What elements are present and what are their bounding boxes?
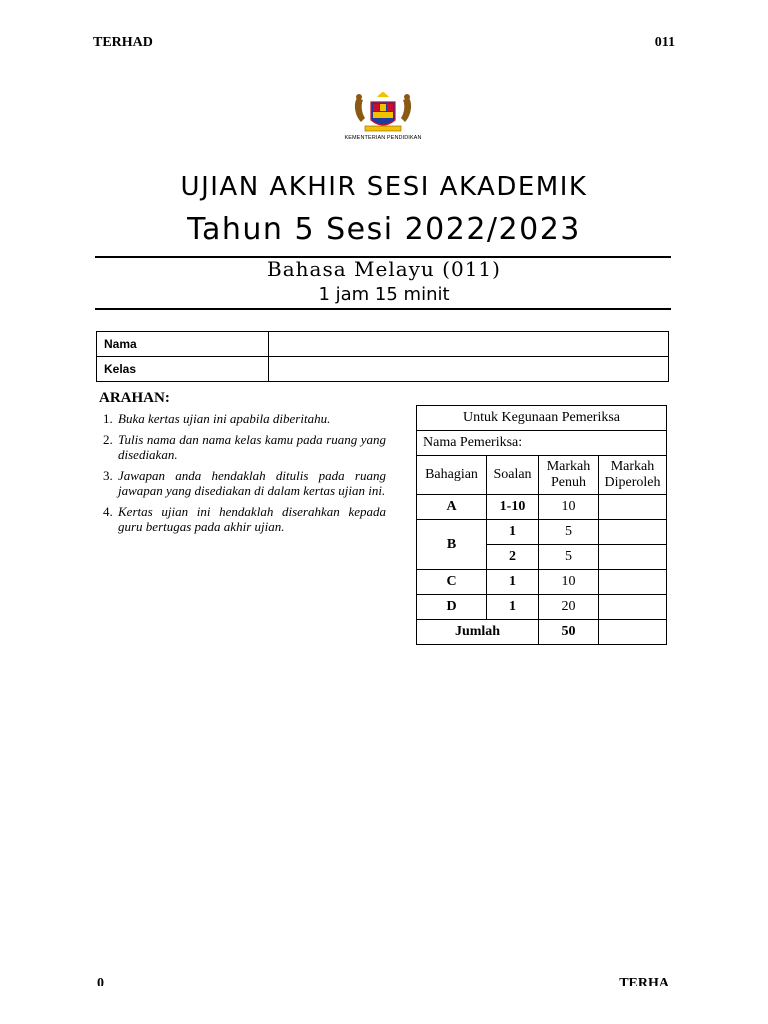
class-field[interactable] — [269, 357, 669, 382]
header-section: Bahagian — [417, 456, 487, 495]
divider-bottom — [95, 308, 671, 310]
crest-caption: KEMENTERIAN PENDIDIKAN — [344, 135, 422, 141]
full-mark-cell: 5 — [539, 545, 599, 570]
examiner-table — [416, 405, 667, 645]
obtained-mark-cell[interactable] — [599, 545, 667, 570]
header-full-mark: Markah Penuh — [539, 456, 599, 495]
student-identity-table — [96, 331, 669, 382]
exam-duration: 1 jam 15 minit — [318, 284, 450, 305]
obtained-mark-cell[interactable] — [599, 570, 667, 595]
examiner-table-title: Untuk Kegunaan Pemeriksa — [417, 406, 667, 431]
ministry-crest — [340, 88, 426, 148]
coat-of-arms-icon — [351, 88, 415, 134]
table-row — [417, 570, 667, 595]
instruction-item: 1. Buka kertas ujian ini apabila diberitahu. — [103, 411, 331, 426]
section-cell: C — [417, 570, 487, 595]
question-cell: 1-10 — [487, 495, 539, 520]
section-cell: B — [417, 520, 487, 570]
section-cell: D — [417, 595, 487, 620]
header-code: 011 — [654, 35, 675, 50]
exam-title: UJIAN AKHIR SESI AKADEMIK — [180, 172, 588, 202]
instruction-item: 4. Kertas ujian ini hendaklah diserahkan kepada guru bertugas pada akhir ujian. — [103, 504, 386, 534]
name-label: Nama — [97, 332, 269, 357]
class-label: Kelas — [97, 357, 269, 382]
instruction-item: 3. Jawapan anda hendaklah ditulis pada ruang jawapan yang disediakan di dalam kertas ujian ini. — [103, 468, 386, 498]
header-classification: TERHAD — [93, 35, 153, 50]
question-cell: 2 — [487, 545, 539, 570]
total-label: Jumlah — [417, 620, 539, 645]
full-mark-cell: 10 — [539, 570, 599, 595]
table-row — [417, 520, 667, 545]
obtained-mark-cell[interactable] — [599, 520, 667, 545]
full-mark-cell: 20 — [539, 595, 599, 620]
footer-classification: TERHA — [619, 976, 669, 986]
instruction-item: 2. Tulis nama dan nama kelas kamu pada ruang yang disediakan. — [103, 432, 386, 462]
full-mark-cell: 5 — [539, 520, 599, 545]
name-row — [97, 332, 669, 357]
table-row — [417, 595, 667, 620]
examiner-name-row — [417, 431, 667, 456]
question-cell: 1 — [487, 520, 539, 545]
instructions-heading: ARAHAN: — [99, 390, 170, 406]
examiner-title-row — [417, 406, 667, 431]
examiner-header-row — [417, 456, 667, 495]
obtained-mark-cell[interactable] — [599, 495, 667, 520]
full-mark-cell: 10 — [539, 495, 599, 520]
total-value: 50 — [539, 620, 599, 645]
question-cell: 1 — [487, 595, 539, 620]
question-cell: 1 — [487, 570, 539, 595]
exam-session: Tahun 5 Sesi 2022/2023 — [187, 212, 581, 247]
total-row — [417, 620, 667, 645]
obtained-mark-cell[interactable] — [599, 595, 667, 620]
header-obtained: Markah Diperoleh — [599, 456, 667, 495]
class-row — [97, 357, 669, 382]
exam-subject: Bahasa Melayu (011) — [267, 257, 501, 281]
section-cell: A — [417, 495, 487, 520]
header-question: Soalan — [487, 456, 539, 495]
name-field[interactable] — [269, 332, 669, 357]
total-obtained-cell[interactable] — [599, 620, 667, 645]
instructions-list — [100, 411, 386, 540]
footer-page-number: 0 — [97, 976, 104, 986]
table-row — [417, 495, 667, 520]
examiner-name-label: Nama Pemeriksa: — [417, 431, 667, 456]
